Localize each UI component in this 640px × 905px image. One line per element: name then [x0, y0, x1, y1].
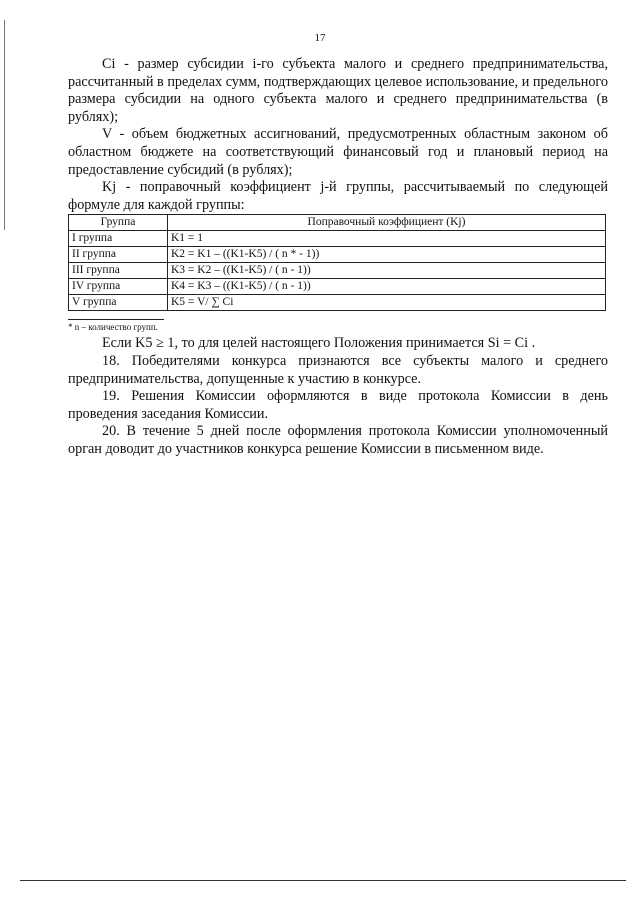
- paragraph-v-definition: V - объем бюджетных ассигнований, предусмотренных областным законом об областном бюджете на соответствующий финансовый год и плановый период на предоставление субсидий (в рублях);: [68, 126, 608, 178]
- column-header-group: Группа: [69, 215, 168, 231]
- paragraph-item-20: 20. В течение 5 дней после оформления протокола Комиссии уполномоченный орган доводит до участников конкурса решение Комиссии в письменном виде.: [68, 423, 608, 457]
- table-row: [69, 247, 606, 263]
- table-cell-formula: K4 = K3 – ((K1-K5) / ( n - 1)): [168, 279, 606, 295]
- table-cell-formula: K2 = K1 – ((K1-K5) / ( n * - 1)): [168, 247, 606, 263]
- table-row: [69, 295, 606, 311]
- coefficient-table: [68, 214, 606, 311]
- table-cell-group: III группа: [69, 263, 168, 279]
- footnote-separator: [68, 319, 164, 320]
- table-cell-group: V группа: [69, 295, 168, 311]
- column-header-coefficient: Поправочный коэффициент (Kj): [168, 215, 606, 231]
- paragraph-item-19: 19. Решения Комиссии оформляются в виде протокола Комиссии в день проведения заседания Комиссии.: [68, 388, 608, 422]
- table-cell-group: I группа: [69, 231, 168, 247]
- table-row: [69, 231, 606, 247]
- paragraph-item-18: 18. Победителями конкурса признаются все субъекты малого и среднего предпринимательства, допущенные к участию в конкурсе.: [68, 352, 608, 387]
- table-cell-formula: K1 = 1: [168, 231, 606, 247]
- paragraph-ci-definition: Ci - размер субсидии i-го субъекта малого и среднего предпринимательства, рассчитанный в пределах сумм, подтверждающих целевое использование, и предельного размера субсидии на одного субъекта малого и среднего предпринимательства (в рублях);: [68, 56, 608, 125]
- table-cell-group: II группа: [69, 247, 168, 263]
- paragraph-kj-definition: Kj - поправочный коэффициент j-й группы, рассчитываемый по следующей формуле для каждой группы:: [68, 179, 608, 213]
- scan-edge-line: [4, 20, 5, 230]
- paragraph-k5-condition: Если K5 ≥ 1, то для целей настоящего Положения принимается Si = Ci .: [102, 335, 536, 352]
- table-cell-group: IV группа: [69, 279, 168, 295]
- page-number: 17: [314, 32, 326, 44]
- table-row: [69, 279, 606, 295]
- footnote: * n – количество групп.: [68, 322, 158, 333]
- bottom-edge-line: [20, 880, 626, 881]
- document-body: [68, 56, 608, 459]
- table-cell-formula: K5 = V/ ∑ Ci: [168, 295, 606, 311]
- table-header-row: [69, 215, 606, 231]
- table-cell-formula: K3 = K2 – ((K1-K5) / ( n - 1)): [168, 263, 606, 279]
- table-row: [69, 263, 606, 279]
